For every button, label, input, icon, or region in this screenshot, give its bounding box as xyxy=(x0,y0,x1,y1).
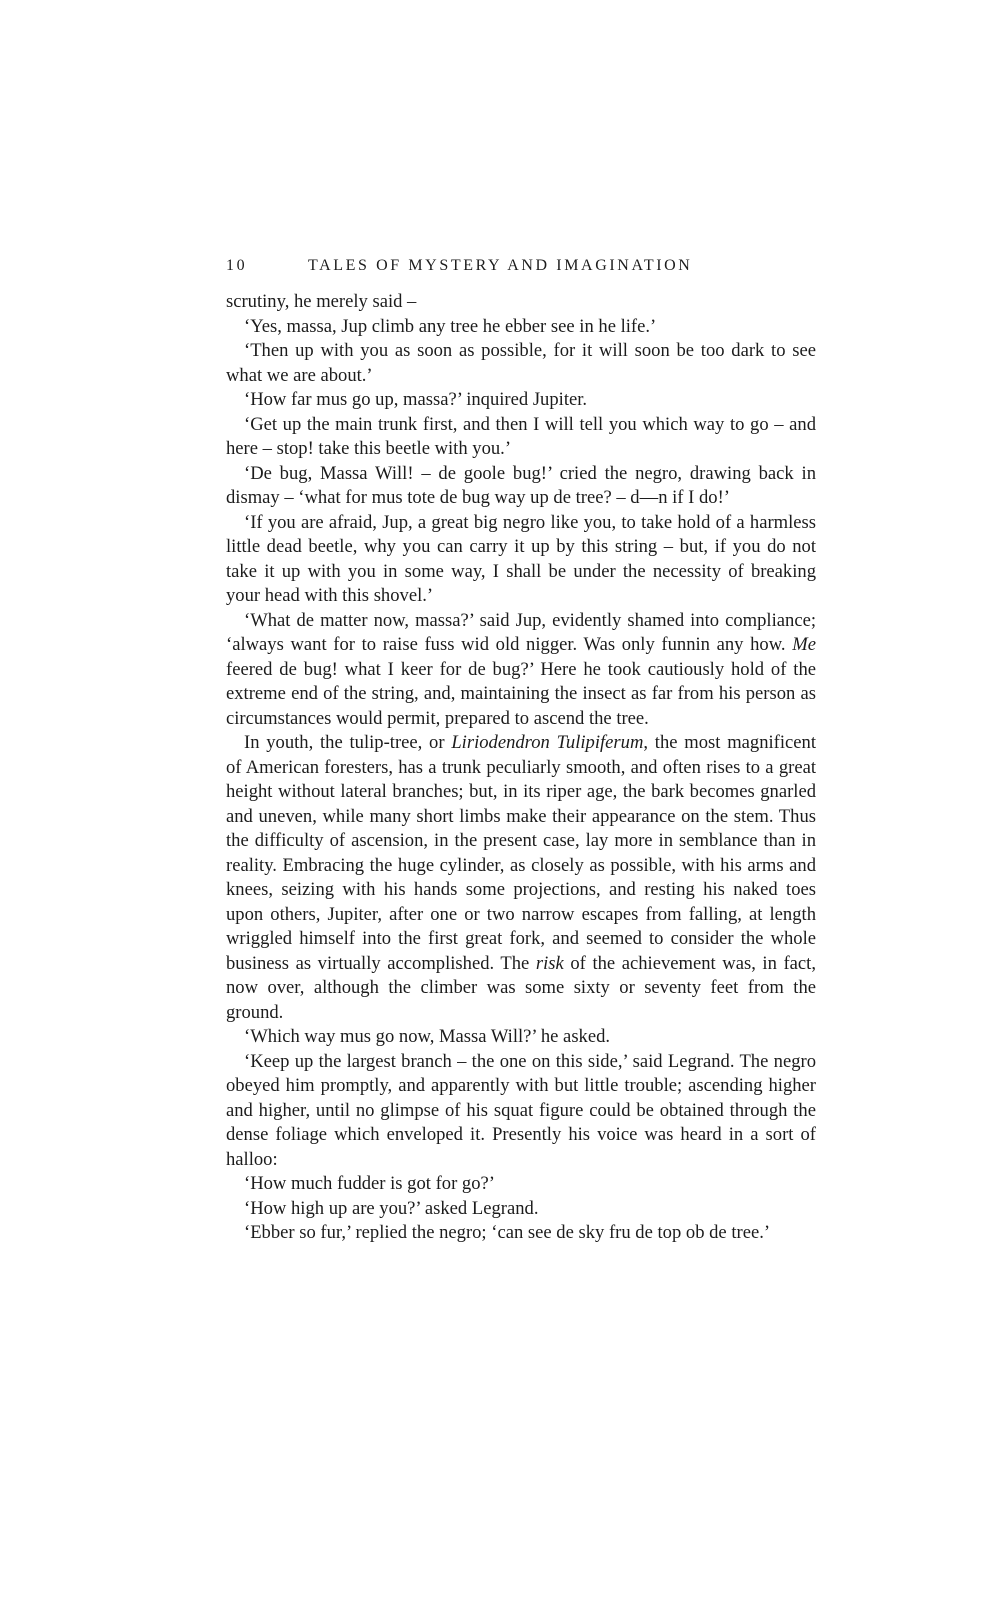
paragraph: ‘How far mus go up, massa?’ inquired Jupiter. xyxy=(244,389,588,410)
paragraph-text: feered de bug! what I keer for de bug?’ Here he took cautiously hold of the extreme end of the string, and, maintaining the insect as far from his person as circumstances would permit, prepared to ascend the tree. xyxy=(226,658,816,729)
paragraph: ‘How high up are you?’ asked Legrand. xyxy=(244,1197,539,1219)
paragraph-text: of the achievement was, in fact, now over, although the climber was some sixty or seventy feet from the ground. xyxy=(226,952,816,1023)
paragraph: ‘Yes, massa, Jup climb any tree he ebber see in he life.’ xyxy=(244,315,657,337)
paragraph: ‘If you are afraid, Jup, a great big negro like you, to take hold of a harmless little dead beetle, why you can carry it up by this string – but, if you do not take it up with you in some way, I shall be under the necessity of breaking your head with this shovel.’ xyxy=(226,511,816,606)
running-head xyxy=(226,257,816,283)
paragraph: ‘Keep up the largest branch – the one on this side,’ said Legrand. The negro obeyed him promptly, and apparently with but little trouble; ascending higher and higher, until no glimpse of his squat figure could be obtained through the dense foliage which enveloped it. Presently his voice was heard in a sort of halloo: xyxy=(226,1050,816,1170)
paragraph: ‘Which way mus go now, Massa Will?’ he asked. xyxy=(244,1026,611,1047)
paragraph: ‘Get up the main trunk first, and then I will tell you which way to go – and here – stop! take this beetle with you.’ xyxy=(226,413,816,459)
page-number: 10 xyxy=(226,257,248,274)
running-title: TALES OF MYSTERY AND IMAGINATION xyxy=(308,257,693,274)
emphasis: Me xyxy=(792,634,816,655)
emphasis: risk xyxy=(535,952,564,974)
latin-name: Liriodendron Tulipiferum xyxy=(451,732,644,753)
paragraph: ‘How much fudder is got for go?’ xyxy=(244,1173,495,1194)
paragraph: scrutiny, he merely said – xyxy=(226,291,417,312)
paragraph-text: ‘What de matter now, massa?’ said Jup, evidently shamed into compliance; ‘always want for to raise fuss wid old nigger. Was only funnin any how. xyxy=(226,609,816,655)
paragraph: ‘Then up with you as soon as possible, for it will soon be too dark to see what we are about.’ xyxy=(226,340,816,386)
paragraph-text: , the most magnificent of American foresters, has a trunk peculiarly smooth, and often rises to a great height without lateral branches; but, in its riper age, the bark becomes gnarled and uneven, while many short limbs make their appearance on the stem. Thus the difficulty of ascension, in the present case, lay more in semblance than in reality. Embracing the huge cylinder, as closely as possible, with his arms and knees, seizing with his hands some projections, and resting his naked toes upon others, Jupiter, after one or two narrow escapes from falling, at length wriggled himself into the first great fork, and seemed to consider the whole business as virtually accomplished. The xyxy=(226,732,816,974)
paragraph: ‘De bug, Massa Will! – de goole bug!’ cried the negro, drawing back in dismay – ‘what for mus tote de bug way up de tree? – d—n if I do!’ xyxy=(226,462,816,508)
paragraph xyxy=(226,609,816,732)
paragraph: ‘Ebber so fur,’ replied the negro; ‘can see de sky fru de top ob de tree.’ xyxy=(244,1222,771,1243)
paragraph-text: In youth, the tulip-tree, or xyxy=(244,732,452,753)
body-text xyxy=(226,290,816,1246)
paragraph xyxy=(226,731,816,1025)
